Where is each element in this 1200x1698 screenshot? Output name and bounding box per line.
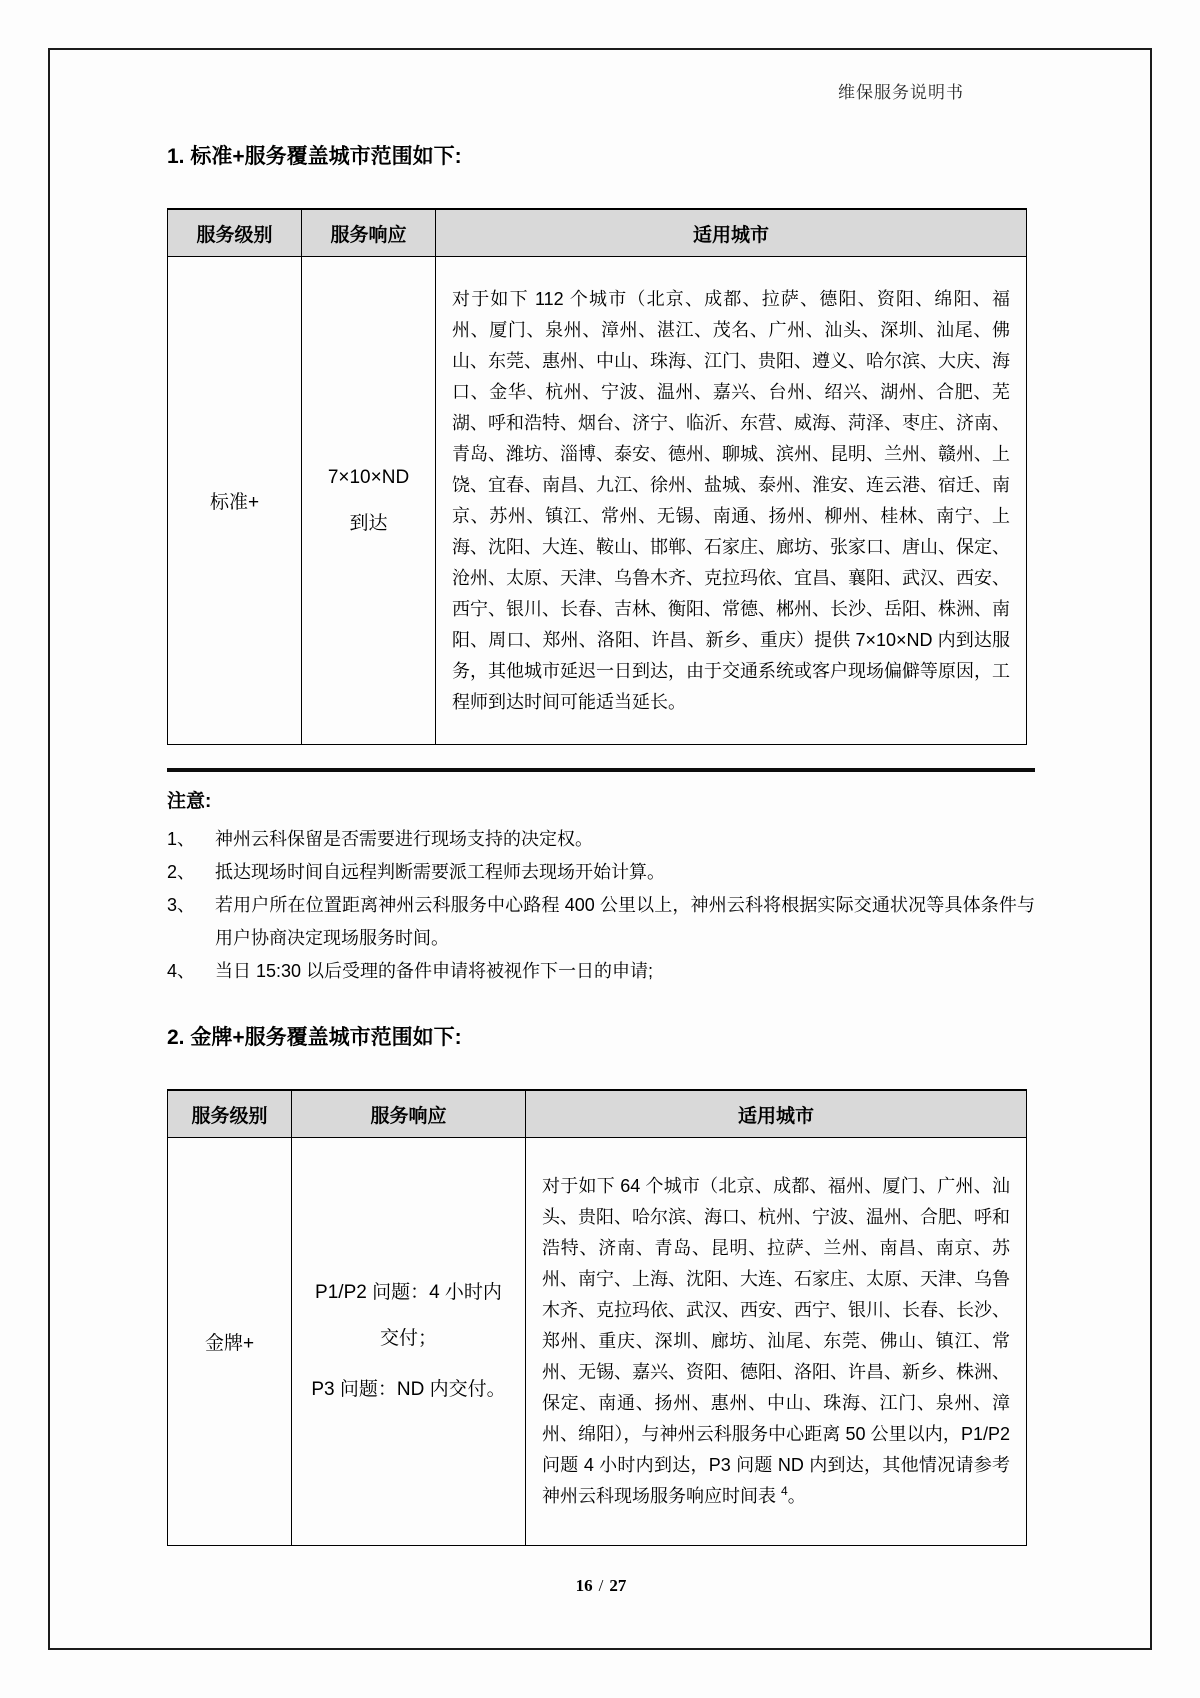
note-number: 2、	[167, 862, 196, 882]
cell-service-level: 标准+	[168, 257, 302, 745]
document-content	[167, 135, 1035, 1546]
note-number: 4、	[167, 961, 196, 981]
table-header-row	[168, 1090, 1027, 1138]
notes-title: 注意:	[167, 791, 212, 812]
cell-service-response	[292, 1138, 526, 1546]
column-header-service-level: 服务级别	[168, 1090, 292, 1138]
cell-applicable-cities	[526, 1138, 1027, 1546]
note-text: 若用户所在位置距离神州云科服务中心路程 400 公里以上，神州云科将根据实际交通状况等具体条件与用户协商决定现场服务时间。	[215, 895, 1035, 948]
response-line-p3: P3 问题：ND 内交付。	[311, 1379, 506, 1400]
cities-text: 对于如下 64 个城市（北京、成都、福州、厦门、广州、汕头、贵阳、哈尔滨、海口、杭州、宁波、温州、合肥、呼和浩特、济南、青岛、昆明、拉萨、兰州、南昌、南京、苏州、南宁、上海、沈阳、大连、石家庄、太原、天津、乌鲁木齐、克拉玛依、武汉、西安、西宁、银川、长春、长沙、郑州、重庆、深圳、廊坊、汕尾、东莞、佛山、镇江、常州、无锡、嘉兴、资阳、德阳、洛阳、许昌、新乡、株洲、保定、南通、扬州、惠州、中山、珠海、江门、泉州、漳州、绵阳），与神州云科服务中心距离 50 公里以内，P1/P2 问题 4 小时内到达，P3 问题 ND 内到达，其他情况请参考神州云科现场服务响应时间表	[542, 1176, 1010, 1506]
table-row	[168, 1138, 1027, 1546]
response-line-p1p2: P1/P2 问题：4 小时内交付；	[315, 1282, 502, 1349]
table-row	[168, 257, 1027, 745]
column-header-service-response: 服务响应	[292, 1090, 526, 1138]
note-text: 抵达现场时间自远程判断需要派工程师去现场开始计算。	[215, 862, 665, 882]
note-item	[167, 955, 1035, 988]
cell-service-response: 7×10×ND 到达	[302, 257, 436, 745]
page-total: 27	[609, 1576, 627, 1595]
table-standard-plus	[167, 208, 1027, 745]
note-text: 当日 15:30 以后受理的备件申请将被视作下一日的申请;	[215, 961, 654, 981]
note-item	[167, 889, 1035, 955]
notes-list	[167, 823, 1035, 988]
document-header-title: 维保服务说明书	[838, 83, 964, 102]
column-header-service-level: 服务级别	[168, 209, 302, 257]
section-divider-rule	[167, 768, 1035, 772]
table-header-row	[168, 209, 1027, 257]
column-header-service-response: 服务响应	[302, 209, 436, 257]
column-header-applicable-cities: 适用城市	[526, 1090, 1027, 1138]
note-item	[167, 823, 1035, 856]
page-number-separator: /	[598, 1576, 604, 1595]
note-number: 3、	[167, 895, 196, 915]
footnote-reference: 4	[781, 1484, 788, 1498]
page-footer	[167, 1576, 1035, 1596]
note-text: 神州云科保留是否需要进行现场支持的决定权。	[215, 829, 593, 849]
cell-applicable-cities: 对于如下 112 个城市（北京、成都、拉萨、德阳、资阳、绵阳、福州、厦门、泉州、漳州、湛江、茂名、广州、汕头、深圳、汕尾、佛山、东莞、惠州、中山、珠海、江门、贵阳、遵义、哈尔滨、大庆、海口、金华、杭州、宁波、温州、嘉兴、台州、绍兴、湖州、合肥、芜湖、呼和浩特、烟台、济宁、临沂、东营、威海、菏泽、枣庄、济南、青岛、潍坊、淄博、泰安、德州、聊城、滨州、昆明、兰州、赣州、上饶、宜春、南昌、九江、徐州、盐城、泰州、淮安、连云港、宿迁、南京、苏州、镇江、常州、无锡、南通、扬州、柳州、桂林、南宁、上海、沈阳、大连、鞍山、邯郸、石家庄、廊坊、张家口、唐山、保定、沧州、太原、天津、乌鲁木齐、克拉玛依、宜昌、襄阳、武汉、西安、西宁、银川、长春、吉林、衡阳、常德、郴州、长沙、岳阳、株洲、南阳、周口、郑州、洛阳、许昌、新乡、重庆）提供 7×10×ND 内到达服务，其他城市延迟一日到达，由于交通系统或客户现场偏僻等原因，工程师到达时间可能适当延长。	[436, 257, 1027, 745]
note-number: 1、	[167, 829, 196, 849]
section2-heading: 2. 金牌+服务覆盖城市范围如下:	[167, 1026, 462, 1049]
cities-text-end: 。	[787, 1486, 806, 1506]
table-gold-plus	[167, 1089, 1027, 1546]
note-item	[167, 856, 1035, 889]
cell-service-level: 金牌+	[168, 1138, 292, 1546]
page-number: 16	[575, 1576, 593, 1595]
section1-heading: 1. 标准+服务覆盖城市范围如下:	[167, 145, 462, 168]
column-header-applicable-cities: 适用城市	[436, 209, 1027, 257]
